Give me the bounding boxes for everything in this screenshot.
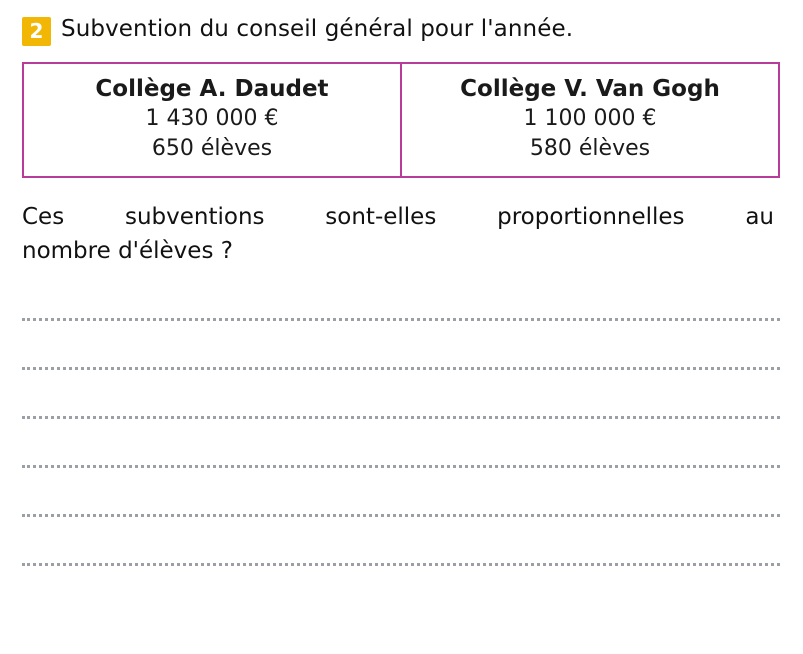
table-cell-college-van-gogh	[401, 63, 779, 177]
table-row	[23, 63, 779, 177]
question-text	[22, 200, 774, 268]
exercise-number-badge: 2	[22, 17, 51, 46]
college-name: Collège A. Daudet	[95, 76, 329, 102]
answer-line[interactable]	[22, 514, 780, 563]
subvention-table-wrapper	[22, 62, 781, 178]
answer-line[interactable]	[22, 367, 780, 416]
college-amount: 1 100 000 €	[523, 106, 657, 131]
question-line-2: nombre d'élèves ?	[22, 238, 233, 264]
answer-line[interactable]	[22, 416, 780, 465]
answer-line[interactable]	[22, 465, 780, 514]
college-name: Collège V. Van Gogh	[460, 76, 720, 102]
question-line-1: Ces subventions sont-elles proportionnelles au	[22, 204, 774, 230]
answer-line[interactable]	[22, 318, 780, 367]
exercise-header	[22, 14, 781, 46]
subvention-table	[22, 62, 780, 178]
college-students: 650 élèves	[151, 136, 273, 161]
college-amount: 1 430 000 €	[145, 106, 279, 131]
exercise-title: Subvention du conseil général pour l'année.	[61, 16, 574, 42]
answer-line[interactable]	[22, 563, 780, 612]
table-cell-college-daudet	[23, 63, 401, 177]
college-students: 580 élèves	[529, 136, 651, 161]
answer-lines-area[interactable]	[22, 318, 780, 612]
